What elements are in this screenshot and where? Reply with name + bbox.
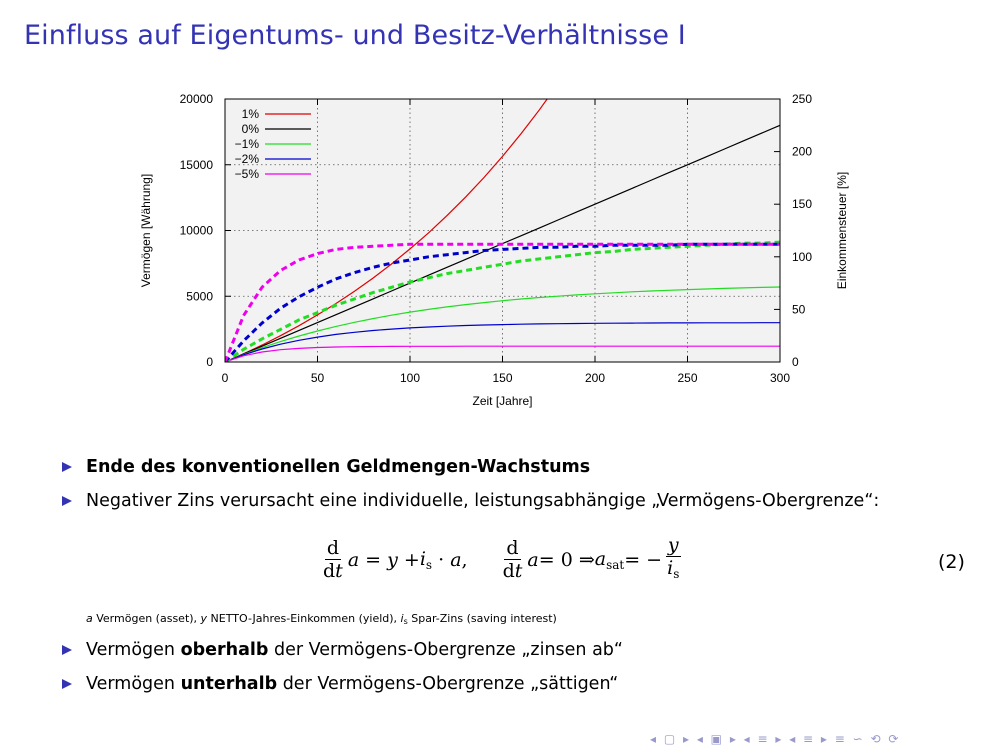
bullet-3-text: Vermögen oberhalb der Vermögens-Obergrenze „zinsen ab“ [86, 640, 623, 660]
x-tick-label: 250 [677, 371, 698, 385]
x-tick-label: 100 [399, 371, 421, 385]
y2-tick-label: 150 [792, 197, 813, 212]
legend-label: −2% [234, 152, 259, 166]
eq-minus: = − [624, 548, 663, 571]
bullet-triangle-icon [62, 679, 72, 689]
bullet-2 [62, 491, 879, 511]
x-axis-label: Zeit [Jahre] [472, 394, 533, 408]
derivative-fraction-2 [501, 537, 525, 582]
derivative-fraction-1 [321, 537, 345, 582]
bullet-triangle-icon [62, 496, 72, 506]
y2-tick-label: 200 [792, 144, 813, 159]
y-tick-label: 10000 [179, 223, 213, 238]
slide-title: Einfluss auf Eigentums- und Besitz-Verhältnisse I [24, 20, 686, 51]
eq-a: a [527, 548, 539, 571]
y-tick-label: 15000 [179, 157, 213, 172]
x-tick-label: 150 [492, 371, 513, 385]
y2-axis-label: Einkommensteuer [%] [835, 171, 849, 290]
y2-tick-label: 50 [792, 302, 806, 317]
bullet-triangle-icon [62, 645, 72, 655]
y-tick-label: 0 [206, 355, 213, 369]
equation [318, 534, 684, 585]
y2-tick-label: 100 [792, 249, 813, 264]
bullet-1-text: Ende des konventionellen Geldmengen-Wachstums [86, 457, 591, 477]
y2-tick-label: 0 [792, 355, 799, 369]
x-tick-label: 50 [310, 371, 325, 385]
legend-label: 1% [241, 107, 259, 121]
bullet-4 [62, 674, 618, 694]
y-tick-label: 5000 [186, 289, 213, 304]
legend-label: −5% [234, 167, 259, 181]
frac-num: d [326, 537, 339, 559]
beamer-navigation[interactable]: ◂ ▢ ▸ ◂ ▣ ▸ ◂ ≡ ▸ ◂ ≡ ▸ ≡ ∽ ⟲ ⟳ [650, 732, 901, 746]
eq-dot-a: · a, [432, 548, 468, 571]
x-tick-label: 200 [584, 371, 606, 385]
frac-num: y [667, 534, 679, 556]
bullet-3 [62, 640, 623, 660]
bullet-1 [62, 457, 590, 477]
legend-label: 0% [241, 122, 259, 136]
frac-den: dt [502, 560, 523, 582]
frac-num: d [506, 537, 519, 559]
equation-number: (2) [938, 551, 965, 573]
x-tick-label: 300 [769, 371, 791, 385]
bullet-4-text: Vermögen unterhalb der Vermögens-Obergrenze „sättigen“ [86, 674, 619, 694]
eq-rhs-1: = y + [359, 548, 420, 571]
y-over-i-fraction [665, 534, 681, 585]
eq-rhs-2: = 0 ⇒ [538, 548, 595, 571]
eq-i: $i_s$ [419, 547, 433, 572]
bullet-2-text: Negativer Zins verursacht eine individuelle, leistungsabhängige „Vermögens-Obergrenze“: [86, 491, 880, 511]
eq-a: a [347, 548, 360, 571]
y-tick-label: 20000 [179, 92, 213, 106]
legend-label: −1% [234, 137, 259, 151]
bullet-triangle-icon [62, 462, 72, 472]
y2-tick-label: 250 [792, 92, 813, 106]
footnote: a Vermögen (asset), y NETTO-Jahres-Einkommen (yield), $i_s$ Spar-Zins (saving interest) [86, 612, 557, 626]
x-tick-label: 0 [221, 371, 229, 385]
eq-a-sat: $a_{sat}$ [594, 547, 625, 572]
frac-den: $i_s$ [667, 557, 680, 581]
y-axis-label: Vermögen [Währung] [139, 173, 153, 288]
frac-den: dt [323, 560, 343, 582]
